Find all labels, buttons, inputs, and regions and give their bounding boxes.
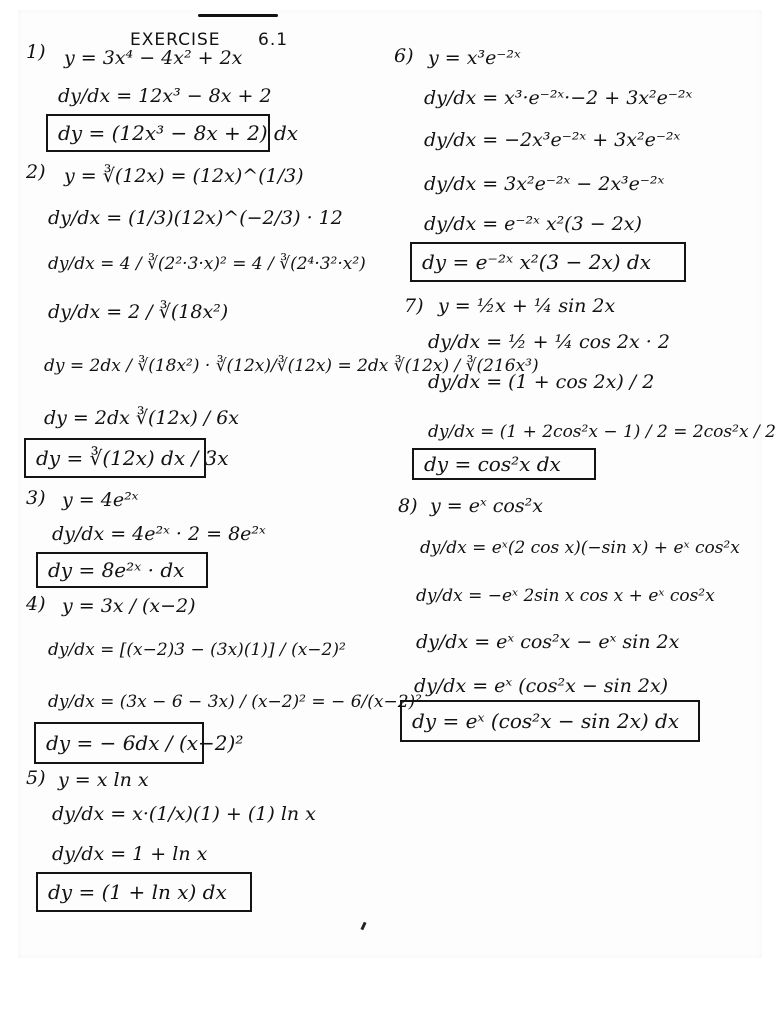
problem-5-answer: dy = (1 + ln x) dx	[36, 872, 252, 912]
problem-8-line-5: dy/dx = eˣ (cos²x − sin 2x)	[414, 675, 669, 697]
problem-6-line-1: y = x³e⁻²ˣ	[428, 47, 521, 69]
problem-8-line-3: dy/dx = −eˣ 2sin x cos x + eˣ cos²x	[416, 586, 715, 606]
problem-8-line-4: dy/dx = eˣ cos²x − eˣ sin 2x	[416, 631, 680, 653]
problem-2-line-2: dy/dx = (1/3)(12x)^(−2/3) · 12	[48, 207, 343, 229]
problem-7-line-1: y = ½x + ¼ sin 2x	[438, 295, 616, 317]
problem-8-answer: dy = eˣ (cos²x − sin 2x) dx	[400, 700, 700, 742]
problem-2-line-5: dy = 2dx / ∛(18x²) · ∛(12x)/∛(12x) = 2dx ∛(12x) / ∛(216x³)	[44, 356, 539, 376]
problem-7-line-2: dy/dx = ½ + ¼ cos 2x · 2	[428, 331, 670, 353]
problem-3-line-2: dy/dx = 4e²ˣ · 2 = 8e²ˣ	[52, 523, 266, 545]
problem-1-answer: dy = (12x³ − 8x + 2) dx	[46, 114, 270, 152]
problem-4-line-1: y = 3x / (x−2)	[62, 595, 196, 617]
problem-8-number: 8)	[398, 495, 418, 517]
problem-6-line-2: dy/dx = x³·e⁻²ˣ·−2 + 3x²e⁻²ˣ	[424, 87, 693, 109]
problem-6-line-5: dy/dx = e⁻²ˣ x²(3 − 2x)	[424, 213, 642, 235]
problem-2-line-1: y = ∛(12x) = (12x)^(1/3)	[64, 165, 304, 187]
exercise-title: EXERCISE	[130, 30, 221, 50]
problem-4-answer: dy = − 6dx / (x−2)²	[34, 722, 204, 764]
problem-3-answer: dy = 8e²ˣ · dx	[36, 552, 208, 588]
problem-5-line-2: dy/dx = x·(1/x)(1) + (1) ln x	[52, 803, 316, 825]
section-number: 6.1	[258, 30, 289, 50]
problem-3-line-1: y = 4e²ˣ	[62, 489, 139, 511]
problem-8-line-1: y = eˣ cos²x	[430, 495, 543, 517]
problem-6-line-3: dy/dx = −2x³e⁻²ˣ + 3x²e⁻²ˣ	[424, 129, 681, 151]
problem-7-line-4: dy/dx = (1 + 2cos²x − 1) / 2 = 2cos²x / 2	[428, 422, 776, 442]
problem-4-line-2: dy/dx = [(x−2)3 − (3x)(1)] / (x−2)²	[48, 640, 346, 660]
problem-2-answer: dy = ∛(12x) dx / 3x	[24, 438, 206, 478]
problem-2-line-4: dy/dx = 2 / ∛(18x²)	[48, 301, 229, 323]
problem-1-line-2: dy/dx = 12x³ − 8x + 2	[58, 85, 272, 107]
problem-2-line-6: dy = 2dx ∛(12x) / 6x	[44, 407, 240, 429]
problem-2-number: 2)	[26, 161, 46, 183]
problem-6-line-4: dy/dx = 3x²e⁻²ˣ − 2x³e⁻²ˣ	[424, 173, 665, 195]
problem-2-line-3: dy/dx = 4 / ∛(2²·3·x)² = 4 / ∛(2⁴·3²·x²)	[48, 254, 366, 274]
problem-5-number: 5)	[26, 767, 46, 789]
problem-1-number: 1)	[26, 41, 46, 63]
problem-4-number: 4)	[26, 593, 46, 615]
problem-6-answer: dy = e⁻²ˣ x²(3 − 2x) dx	[410, 242, 686, 282]
problem-7-number: 7)	[404, 295, 424, 317]
problem-1-line-1: y = 3x⁴ − 4x² + 2x	[64, 47, 243, 69]
problem-5-line-1: y = x ln x	[58, 769, 149, 791]
problem-7-line-3: dy/dx = (1 + cos 2x) / 2	[428, 371, 655, 393]
problem-7-answer: dy = cos²x dx	[412, 448, 596, 480]
problem-5-line-3: dy/dx = 1 + ln x	[52, 843, 208, 865]
problem-3-number: 3)	[26, 487, 46, 509]
page-top-rule	[198, 14, 278, 17]
problem-6-number: 6)	[394, 45, 414, 67]
problem-8-line-2: dy/dx = eˣ(2 cos x)(−sin x) + eˣ cos²x	[420, 538, 740, 558]
problem-4-line-3: dy/dx = (3x − 6 − 3x) / (x−2)² = − 6/(x−2)²	[48, 692, 422, 712]
notebook-page	[18, 10, 776, 958]
